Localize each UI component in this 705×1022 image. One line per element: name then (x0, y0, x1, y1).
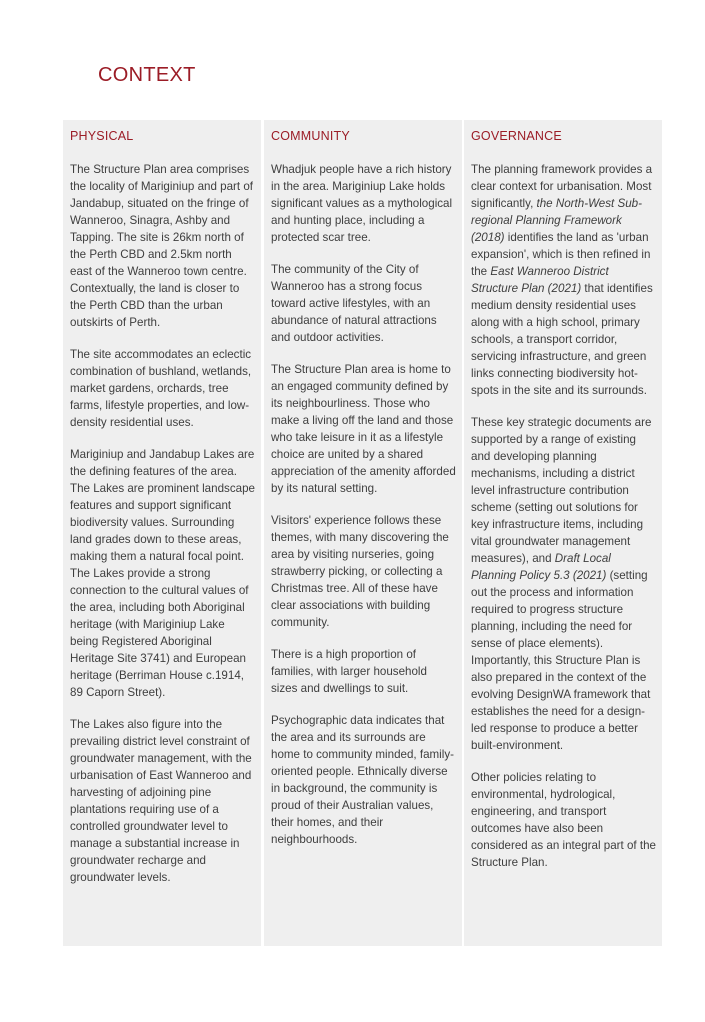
governance-paragraph-3: Other policies relating to environmental, hydrological, engineering, and transport outcomes have also been considered as an integral part of the Structure Plan. (471, 771, 656, 869)
community-paragraph-3: The Structure Plan area is home to an engaged community defined by its neighbourliness. Those who make a living off the land and those who take leisure in it as a lifestyle choice are united by a shared appreciation of the amenity afforded by its natural setting. (271, 363, 456, 495)
governance-p1-text-c: identifies the land as 'urban expansion', which is then refined in the (471, 231, 651, 278)
community-paragraph-2: The community of the City of Wanneroo has a strong focus toward active lifestyles, with an abundance of natural attractions and outdoor activities. (271, 263, 437, 344)
physical-heading: PHYSICAL (70, 129, 134, 143)
governance-column (464, 120, 662, 946)
physical-paragraph-4: The Lakes also figure into the prevailing district level constraint of groundwater management, with the urbanisation of East Wanneroo and harvesting of adjoining pine plantations requiring use of a controlled groundwater level to manage a substantial increase in groundwater recharge and groundwater levels. (70, 718, 252, 884)
physical-paragraph-2: The site accommodates an eclectic combination of bushland, wetlands, market gardens, orchards, tree farms, lifestyle properties, and low-density residential uses. (70, 348, 252, 429)
physical-paragraph-1: The Structure Plan area comprises the locality of Mariginiup and part of Jandabup, situated on the fringe of Wanneroo, Sinagra, Ashby and Tapping. The site is 26km north of the Perth CBD and 2.5km north east of the Wanneroo town centre. Contextually, the land is closer to the Perth CBD than the urban outskirts of Perth. (70, 163, 254, 329)
governance-p2-text-c: (setting out the process and information required to progress structure planning, including the need for sense of place elements). Importantly, this Structure Plan is also prepared in the context of the evolving DesignWA framework that establishes the need for a design-led response to produce a better built-environment. (471, 569, 651, 752)
governance-paragraph-2 (471, 414, 656, 754)
page-title: CONTEXT (98, 64, 196, 86)
physical-paragraph-3: Mariginiup and Jandabup Lakes are the defining features of the area. The Lakes are prominent landscape features and support significant biodiversity values. Surrounding land grades down to these areas, making them a natural focal point. The Lakes provide a strong connection to the cultural values of the area, including both Aboriginal heritage (with Mariginiup Lake being Registered Aboriginal Heritage Site 3741) and European heritage (Berriman House c.1914, 89 Caporn Street). (70, 448, 255, 699)
community-paragraph-4: Visitors' experience follows these themes, with many discovering the area by visiting nurseries, going strawberry picking, or collecting a Christmas tree. All of these have clear associations with building community. (271, 514, 449, 629)
governance-p2-text-a: These key strategic documents are supported by a range of existing and developing planning mechanisms, including a district level infrastructure contribution scheme (setting out solutions for key infrastructure items, including vital groundwater management measures), and (471, 416, 652, 565)
community-heading: COMMUNITY (271, 129, 350, 143)
governance-p2-doc-title: Draft Local Planning Policy 5.3 (2021) (471, 552, 611, 582)
governance-heading: GOVERNANCE (471, 129, 562, 143)
community-paragraph-5: There is a high proportion of families, with larger household sizes and dwellings to suit. (271, 648, 427, 695)
governance-p1-text-e: that identifies medium density residential uses along with a high school, primary schools, a transport corridor, servicing infrastructure, and green links connecting biodiversity hot-spots in the site and its surrounds. (471, 282, 653, 397)
community-column (264, 120, 462, 946)
community-paragraph-1: Whadjuk people have a rich history in the area. Mariginiup Lake holds significant values as a mythological and hunting place, including a protected scar tree. (271, 163, 453, 244)
governance-p1-doc-title-2: East Wanneroo District Structure Plan (2021) (471, 265, 609, 295)
physical-column (63, 120, 261, 946)
governance-p1-text-a: The planning framework provides a clear context for urbanisation. Most significantly, (471, 163, 653, 210)
community-paragraph-6: Psychographic data indicates that the area and its surrounds are home to community minded, family-oriented people. Ethnically diverse in background, the community is proud of their Australian values, their homes, and their neighbourhoods. (271, 714, 454, 846)
governance-paragraph-1 (471, 161, 656, 399)
governance-p1-doc-title-1: the North-West Sub-regional Planning Framework (2018) (471, 197, 642, 244)
